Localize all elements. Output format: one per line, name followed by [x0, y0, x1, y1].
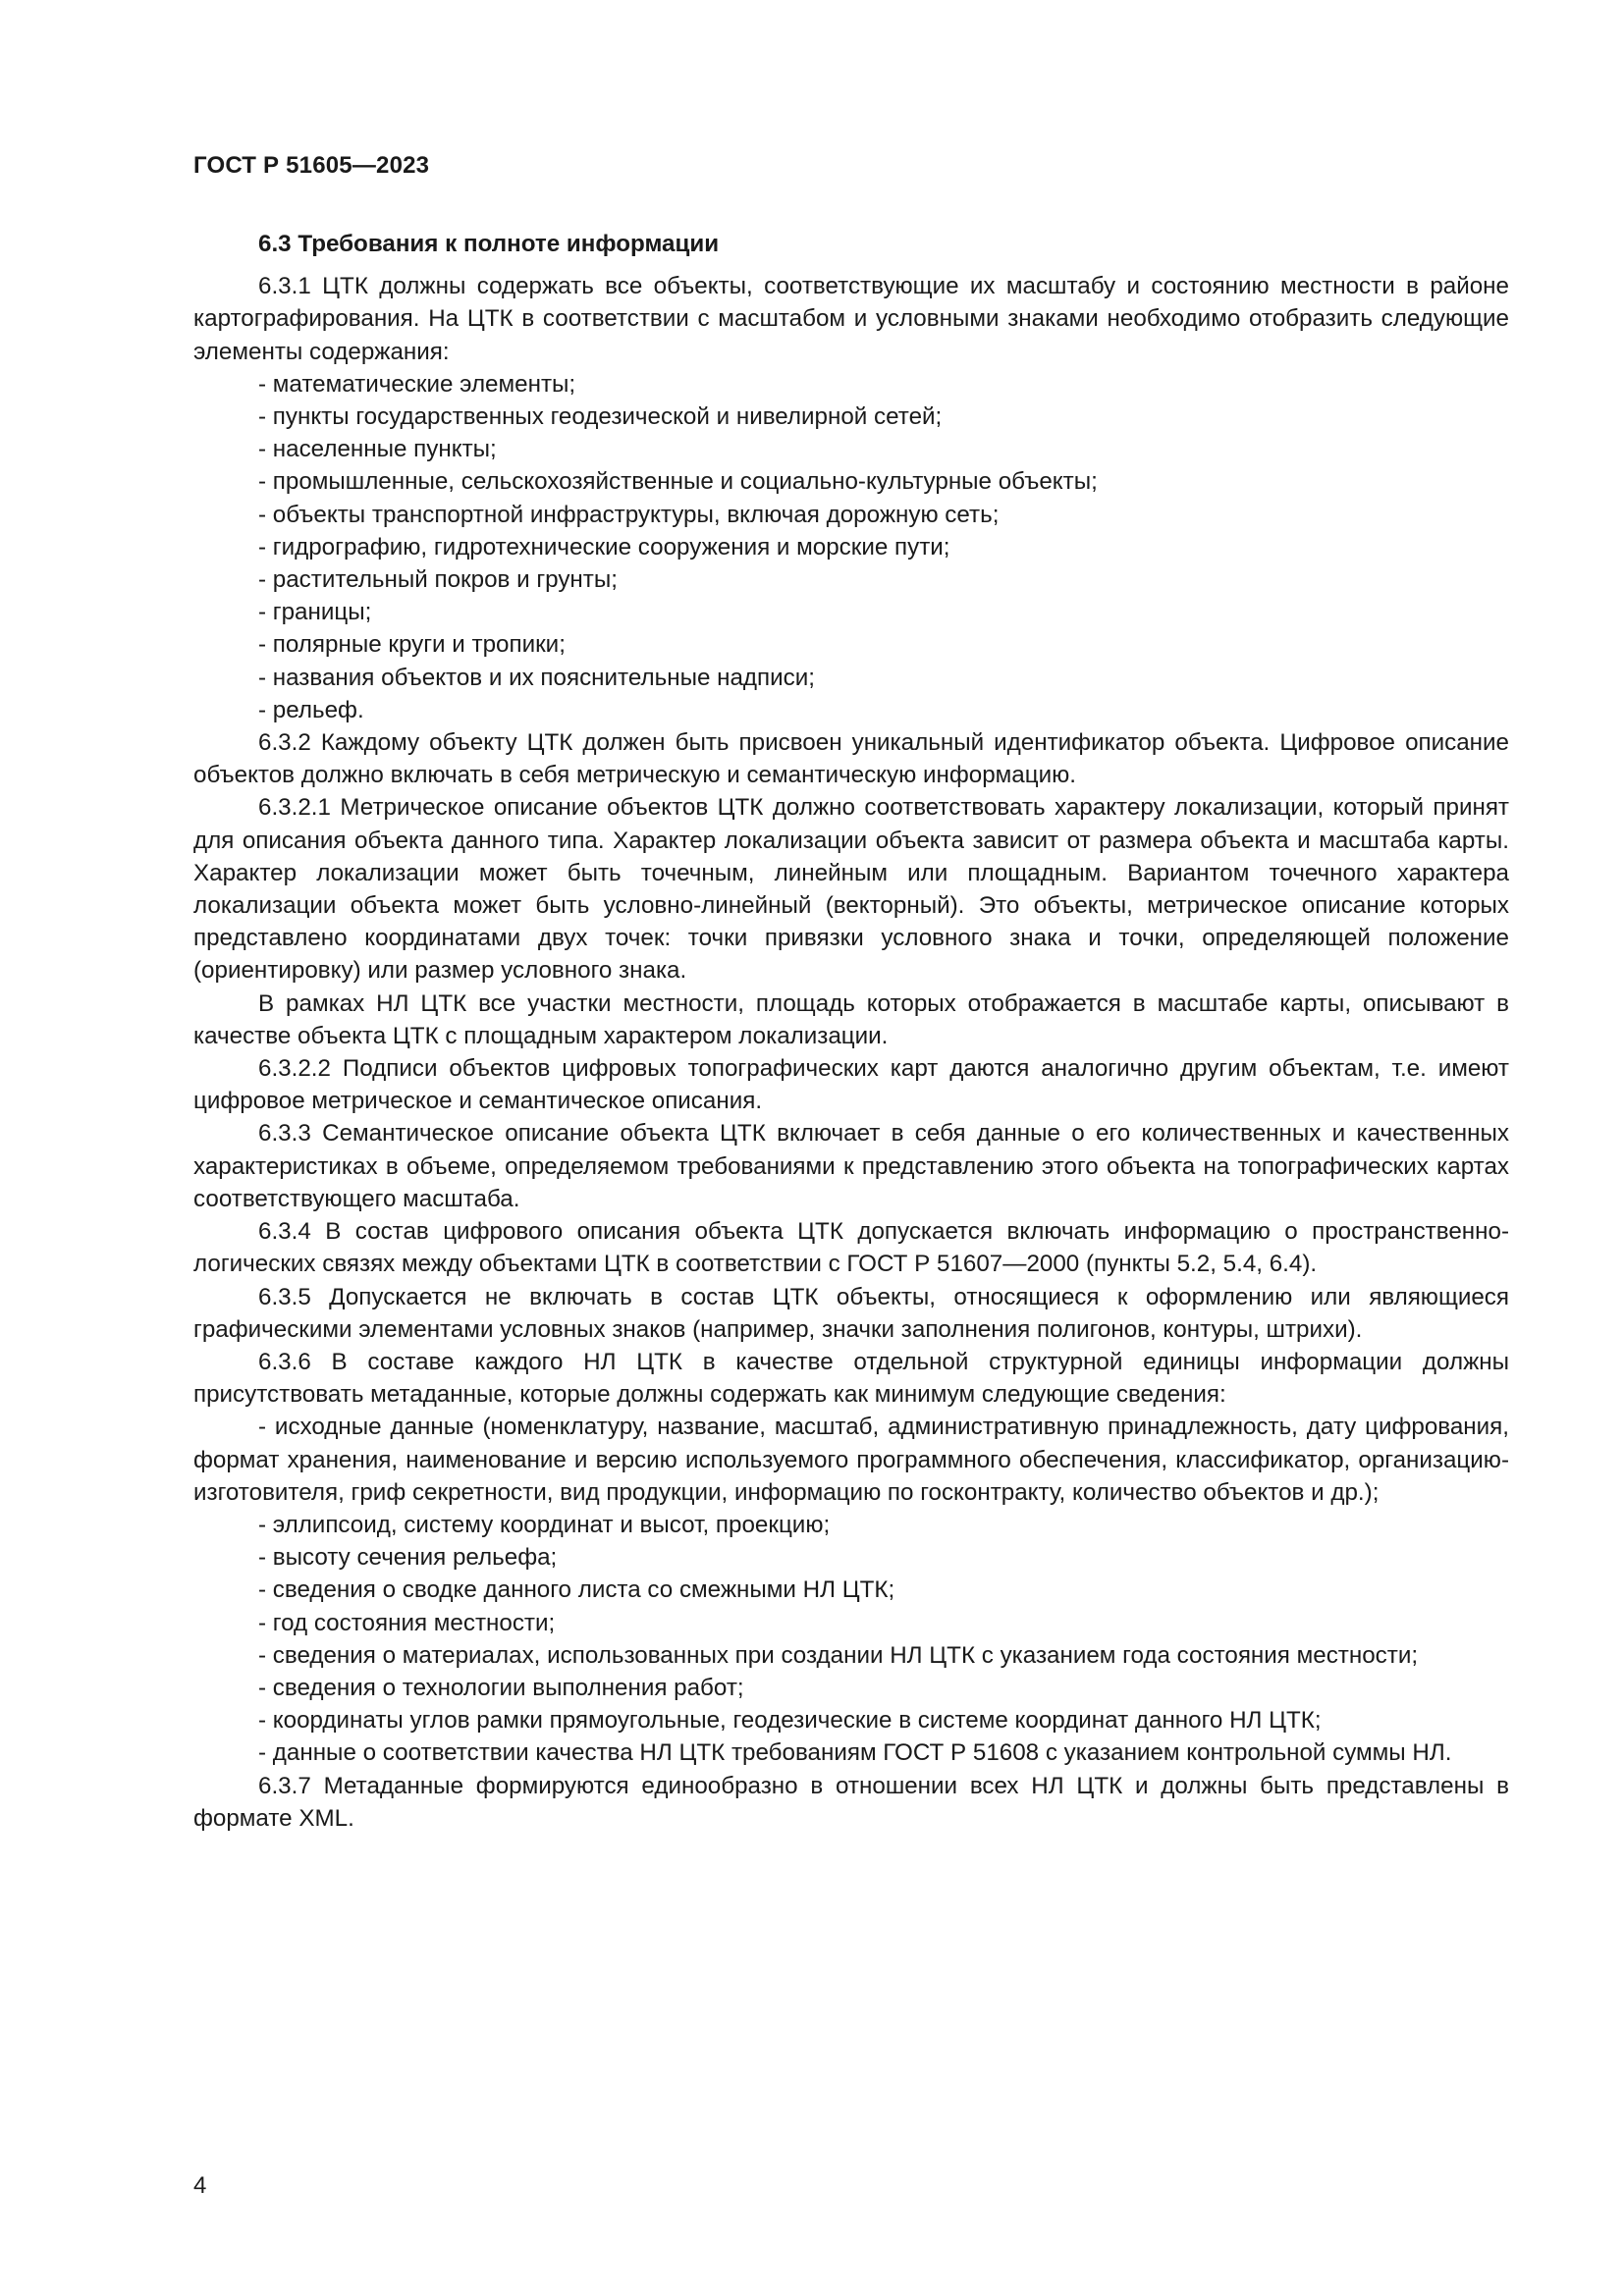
page-number: 4	[193, 2172, 207, 2199]
list-item: - данные о соответствии качества НЛ ЦТК требованиям ГОСТ Р 51608 с указанием контрольной суммы НЛ.	[258, 1739, 1452, 1767]
list-item: - сведения о сводке данного листа со смежными НЛ ЦТК;	[258, 1576, 895, 1604]
list-item: - эллипсоид, систему координат и высот, проекцию;	[258, 1511, 831, 1538]
page-content	[193, 228, 1509, 1835]
list-item: - полярные круги и тропики;	[258, 631, 566, 659]
list-item: - границы;	[258, 599, 372, 626]
paragraph-6-3-1: 6.3.1 ЦТК должны содержать все объекты, соответствующие их масштабу и состоянию местности в районе картографирования. На ЦТК в соответствии с масштабом и условными знаками необходимо отобразить следующие элементы содержания:	[193, 273, 1509, 365]
list-item: - математические элементы;	[258, 370, 576, 398]
paragraph-6-3-7: 6.3.7 Метаданные формируются единообразно в отношении всех НЛ ЦТК и должны быть представлены в формате XML.	[193, 1772, 1509, 1832]
list-item: - гидрографию, гидротехнические сооружения и морские пути;	[258, 533, 950, 561]
paragraph-6-3-2: 6.3.2 Каждому объекту ЦТК должен быть присвоен уникальный идентификатор объекта. Цифровое описание объектов должно включать в себя метрическую и семантическую информацию.	[193, 729, 1509, 789]
list-item: - сведения о технологии выполнения работ;	[258, 1674, 744, 1701]
list-item: - сведения о материалах, использованных при создании НЛ ЦТК с указанием года состояния местности;	[258, 1641, 1419, 1669]
paragraph-6-3-5: 6.3.5 Допускается не включать в состав ЦТК объекты, относящиеся к оформлению или являющиеся графическими элементами условных знаков (например, значки заполнения полигонов, контуры, штрихи).	[193, 1283, 1509, 1343]
paragraph-6-3-4: 6.3.4 В состав цифрового описания объекта ЦТК допускается включать информацию о пространственно-логических связях между объектами ЦТК в соответствии с ГОСТ Р 51607—2000 (пункты 5.2, 5.4, 6.4).	[193, 1218, 1509, 1278]
section-heading: 6.3 Требования к полноте информации	[258, 231, 720, 257]
list-item: - промышленные, сельскохозяйственные и социально-культурные объекты;	[258, 468, 1098, 496]
list-item: - названия объектов и их пояснительные надписи;	[258, 664, 815, 691]
list-item: - год состояния местности;	[258, 1609, 556, 1636]
list-item: - рельеф.	[258, 696, 364, 723]
list-item: - растительный покров и грунты;	[258, 566, 618, 594]
paragraph: В рамках НЛ ЦТК все участки местности, площадь которых отображается в масштабе карты, описывают в качестве объекта ЦТК с площадным характером локализации.	[193, 989, 1509, 1049]
document-header: ГОСТ Р 51605—2023	[193, 152, 430, 179]
list-item: - населенные пункты;	[258, 436, 497, 463]
list-item: - исходные данные (номенклатуру, название, масштаб, административную принадлежность, дату цифрования, формат хранения, наименование и версию используемого программного обеспечения, классификатор, организацию-изготовителя, гриф секретности, вид продукции, информацию по госконтракту, количество объектов и др.);	[193, 1414, 1509, 1506]
list-item: - объекты транспортной инфраструктуры, включая дорожную сеть;	[258, 501, 1000, 528]
list-item: - пункты государственных геодезической и нивелирной сетей;	[258, 403, 943, 431]
paragraph-6-3-2-2: 6.3.2.2 Подписи объектов цифровых топографических карт даются аналогично другим объектам, т.е. имеют цифровое метрическое и семантическое описания.	[193, 1055, 1509, 1115]
paragraph-6-3-3: 6.3.3 Семантическое описание объекта ЦТК включает в себя данные о его количественных и качественных характеристиках в объеме, определяемом требованиями к представлению этого объекта на топографических картах соответствующего масштаба.	[193, 1120, 1509, 1212]
list-item: - координаты углов рамки прямоугольные, геодезические в системе координат данного НЛ ЦТК;	[258, 1707, 1322, 1735]
list-item: - высоту сечения рельефа;	[258, 1544, 558, 1572]
paragraph-6-3-6: 6.3.6 В составе каждого НЛ ЦТК в качестве отдельной структурной единицы информации должны присутствовать метаданные, которые должны содержать как минимум следующие сведения:	[193, 1348, 1509, 1409]
paragraph-6-3-2-1: 6.3.2.1 Метрическое описание объектов ЦТК должно соответствовать характеру локализации, который принят для описания объекта данного типа. Характер локализации объекта зависит от размера объекта и масштаба карты. Характер локализации может быть точечным, линейным или площадным. Вариантом точечного характера локализации объекта может быть условно-линейный (векторный). Это объекты, метрическое описание которых представлено координатами двух точек: точки привязки условного знака и точки, определяющей положение (ориентировку) или размер условного знака.	[193, 794, 1509, 985]
